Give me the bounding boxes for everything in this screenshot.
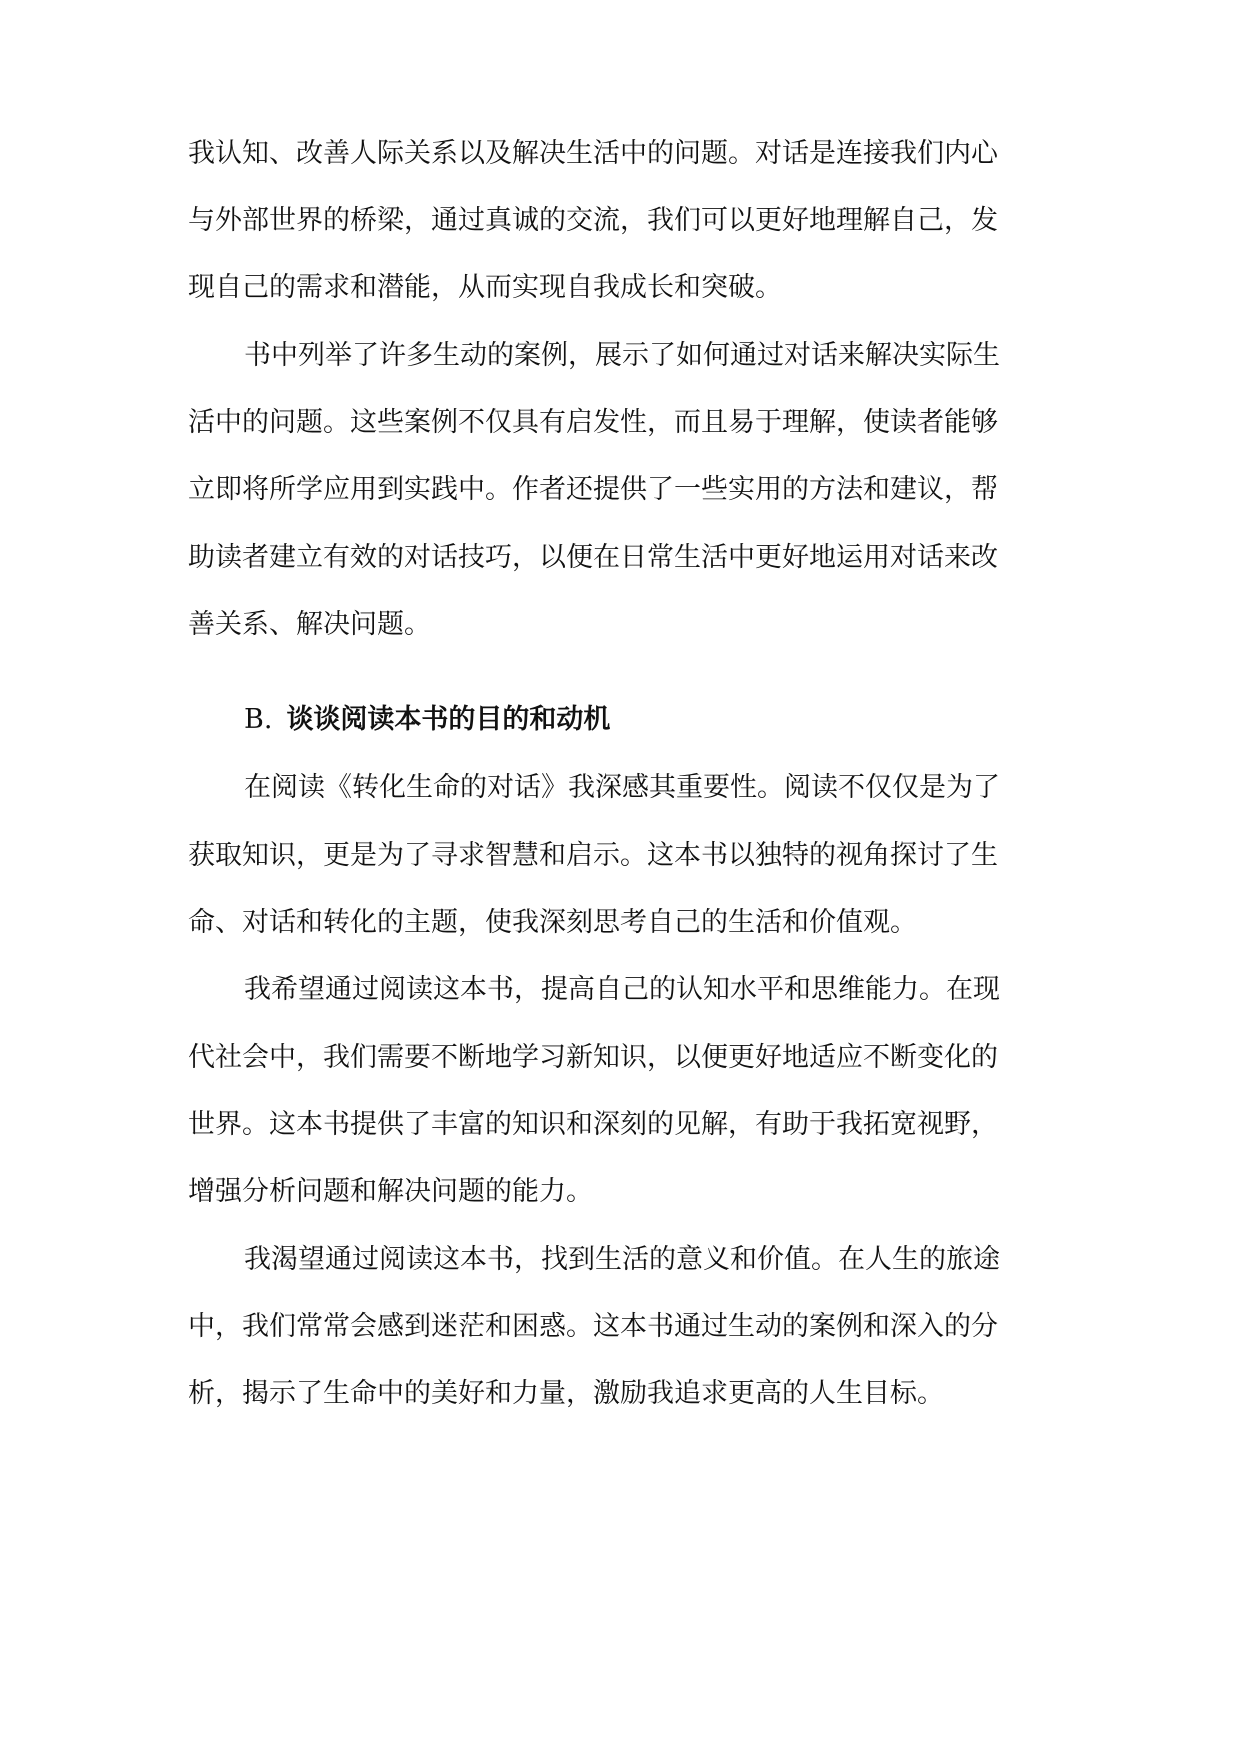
section-heading: [244, 700, 1124, 740]
paragraph-3-line-2: 获取知识，更是为了寻求智慧和启示。这本书以独特的视角探讨了生: [188, 840, 998, 871]
paragraph-2-line-1: 书中列举了许多生动的案例，展示了如何通过对话来解决实际生: [244, 340, 1000, 371]
paragraph-3-line-1: 在阅读《转化生命的对话》我深感其重要性。阅读不仅仅是为了: [244, 772, 1000, 803]
paragraph-1-line-2: 与外部世界的桥梁，通过真诚的交流，我们可以更好地理解自己，发: [188, 205, 998, 236]
section-heading-title: 谈谈阅读本书的目的和动机: [286, 704, 611, 735]
paragraph-2-line-2: 活中的问题。这些案例不仅具有启发性，而且易于理解，使读者能够: [188, 407, 998, 438]
paragraph-1-line-3: 现自己的需求和潜能，从而实现自我成长和突破。: [188, 272, 782, 303]
paragraph-4-line-2: 代社会中，我们需要不断地学习新知识，以便更好地适应不断变化的: [188, 1042, 998, 1073]
section-heading-number: B.: [244, 704, 273, 735]
paragraph-2-line-5: 善关系、解决问题。: [188, 609, 431, 640]
paragraph-4-line-4: 增强分析问题和解决问题的能力。: [188, 1176, 593, 1207]
paragraph-2-line-3: 立即将所学应用到实践中。作者还提供了一些实用的方法和建议，帮: [188, 474, 998, 505]
paragraph-1-line-1: 我认知、改善人际关系以及解决生活中的问题。对话是连接我们内心: [188, 138, 998, 169]
paragraph-5-line-2: 中，我们常常会感到迷茫和困惑。这本书通过生动的案例和深入的分: [188, 1311, 998, 1342]
paragraph-5-line-3: 析，揭示了生命中的美好和力量，激励我追求更高的人生目标。: [188, 1378, 944, 1409]
paragraph-4-line-1: 我希望通过阅读这本书，提高自己的认知水平和思维能力。在现: [244, 974, 1000, 1005]
paragraph-5-line-1: 我渴望通过阅读这本书，找到生活的意义和价值。在人生的旅途: [244, 1244, 1000, 1275]
paragraph-2-line-4: 助读者建立有效的对话技巧，以便在日常生活中更好地运用对话来改: [188, 542, 998, 573]
paragraph-4-line-3: 世界。这本书提供了丰富的知识和深刻的见解，有助于我拓宽视野，: [188, 1109, 998, 1140]
paragraph-3-line-3: 命、对话和转化的主题，使我深刻思考自己的生活和价值观。: [188, 907, 917, 938]
